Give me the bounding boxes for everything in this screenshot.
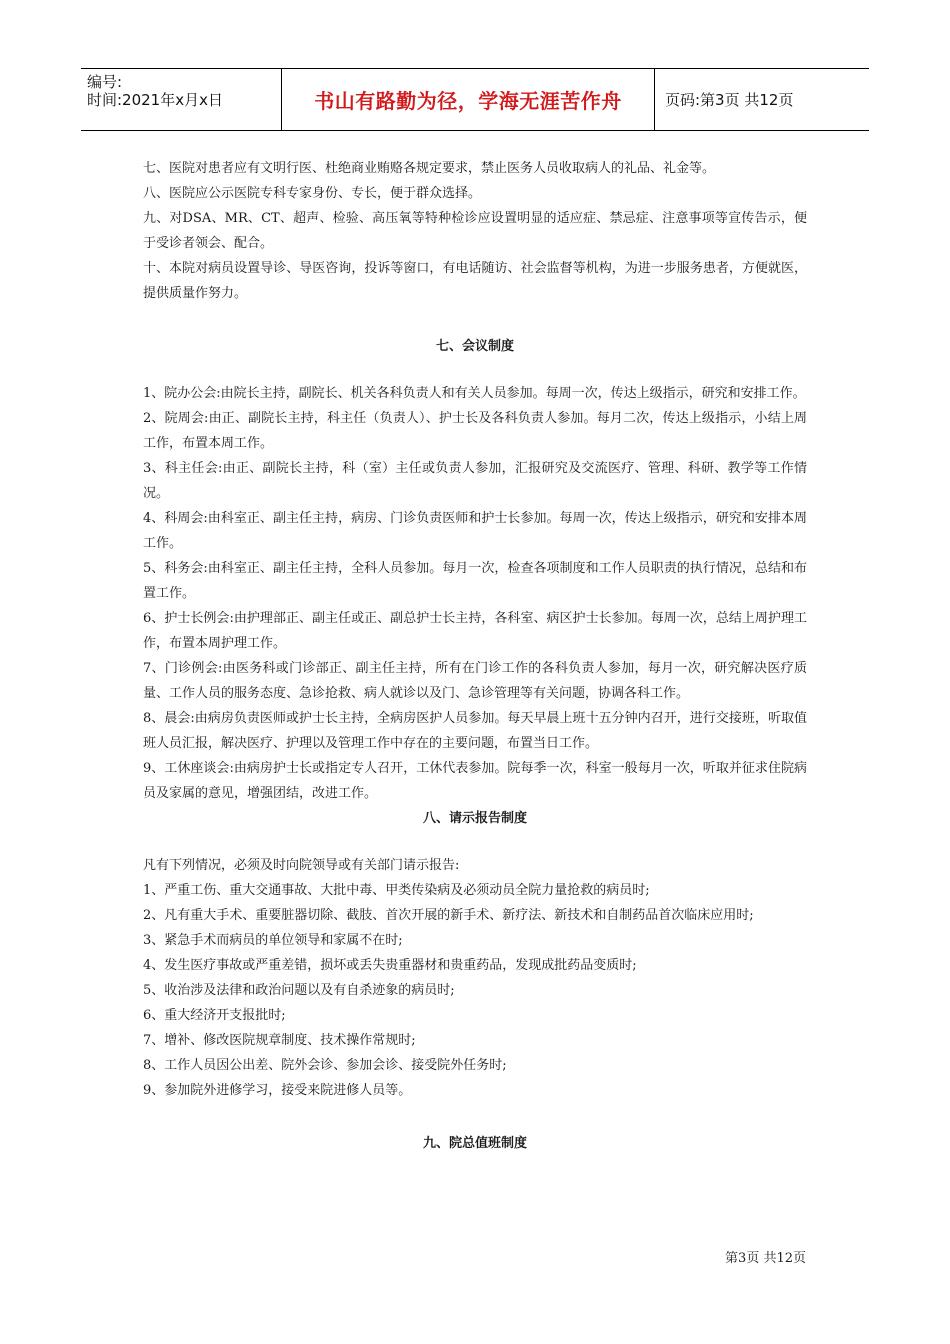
reporting-item: 9、参加院外进修学习，接受来院进修人员等。: [143, 1083, 412, 1098]
reporting-intro: 凡有下列情况，必须及时向院领导或有关部门请示报告:: [143, 858, 460, 873]
reporting-item: 8、工作人员因公出差、院外会诊、参加会诊、接受院外任务时;: [143, 1058, 507, 1073]
reporting-item: 2、凡有重大手术、重要脏器切除、截肢、首次开展的新手术、新疗法、新技术和自制药品首次临床应用时;: [143, 908, 754, 923]
document-date-label: 时间:2021年x月x日: [87, 91, 223, 109]
meeting-item: 5、科务会:由科室正、副主任主持，全科人员参加。每月一次，检查各项制度和工作人员职责的执行情况，总结和布置工作。: [143, 561, 807, 601]
header-motto: 书山有路勤为径，学海无涯苦作舟: [314, 89, 622, 113]
reporting-item: 5、收治涉及法律和政治问题以及有自杀迹象的病员时;: [143, 983, 455, 998]
reporting-item: 1、严重工伤、重大交通事故、大批中毒、甲类传染病及必须动员全院力量抢救的病员时;: [143, 883, 650, 898]
meeting-item: 4、科周会:由科室正、副主任主持，病房、门诊负责医师和护士长参加。每周一次，传达上级指示，研究和安排本周工作。: [143, 511, 807, 551]
reporting-item: 6、重大经济开支报批时;: [143, 1008, 286, 1023]
meeting-item: 8、晨会:由病房负责医师或护士长主持，全病房医护人员参加。每天早晨上班十五分钟内召开，进行交接班，听取值班人员汇报，解决医疗、护理以及管理工作中存在的主要问题，布置当日工作。: [143, 711, 807, 751]
reporting-item: 3、紧急手术而病员的单位领导和家属不在时;: [143, 933, 403, 948]
header-page-number: 页码:第3页 共12页: [665, 91, 794, 109]
document-id-label: 编号:: [87, 73, 123, 91]
reporting-item: 7、增补、修改医院规章制度、技术操作常规时;: [143, 1033, 416, 1048]
section-title-meetings: 七、会议制度: [435, 339, 514, 354]
intro-item: 九、对DSA、MR、CT、超声、检验、高压氧等特种检诊应设置明显的适应症、禁忌症、注意事项等宣传告示，便于受诊者领会、配合。: [143, 211, 807, 251]
header-page-cell: [655, 69, 869, 130]
header-motto-cell: [282, 69, 655, 130]
meeting-item: 1、院办公会:由院长主持，副院长、机关各科负责人和有关人员参加。每周一次，传达上级指示，研究和安排工作。: [143, 386, 806, 401]
intro-item: 七、医院对患者应有文明行医、杜绝商业贿赂各规定要求，禁止医务人员收取病人的礼品、礼金等。: [143, 161, 716, 176]
header-meta-cell: [81, 69, 282, 130]
intro-item: 八、医院应公示医院专科专家身份、专长，便于群众选择。: [143, 186, 482, 201]
meeting-item: 9、工休座谈会:由病房护士长或指定专人召开，工休代表参加。院每季一次，科室一般每月一次，听取并征求住院病员及家属的意见，增强团结，改进工作。: [143, 761, 807, 801]
footer-page-number: 第3页 共12页: [725, 1251, 806, 1266]
header-table: [81, 68, 869, 131]
section-title-reporting: 八、请示报告制度: [422, 811, 527, 826]
document-body: [143, 156, 807, 1156]
intro-item: 十、本院对病员设置导诊、导医咨询，投诉等窗口，有电话随访、社会监督等机构，为进一步服务患者，方便就医，提供质量作努力。: [143, 261, 807, 301]
meeting-item: 7、门诊例会:由医务科或门诊部正、副主任主持，所有在门诊工作的各科负责人参加，每月一次，研究解决医疗质量、工作人员的服务态度、急诊抢救、病人就诊以及门、急诊管理等有关问题，协调各科工作。: [143, 661, 807, 701]
meeting-item: 6、护士长例会:由护理部正、副主任或正、副总护士长主持，各科室、病区护士长参加。每周一次，总结上周护理工作，布置本周护理工作。: [143, 611, 807, 651]
meeting-item: 3、科主任会:由正、副院长主持，科（室）主任或负责人参加，汇报研究及交流医疗、管理、科研、教学等工作情况。: [143, 461, 807, 501]
reporting-item: 4、发生医疗事故或严重差错，损坏或丢失贵重器材和贵重药品，发现成批药品变质时;: [143, 958, 637, 973]
section-title-duty: 九、院总值班制度: [422, 1136, 527, 1151]
meeting-item: 2、院周会:由正、副院长主持，科主任（负责人）、护士长及各科负责人参加。每月二次，传达上级指示，小结上周工作，布置本周工作。: [143, 411, 807, 451]
